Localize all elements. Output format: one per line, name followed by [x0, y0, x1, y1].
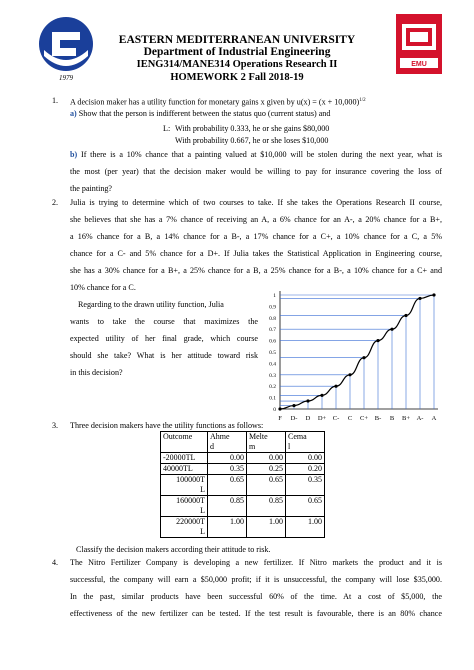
q4-number: 4.: [52, 558, 59, 567]
data-point: [334, 385, 337, 388]
x-tick-label: A-: [416, 415, 424, 422]
utility-curve: [280, 295, 434, 409]
university-name: EASTERN MEDITERRANEAN UNIVERSITY: [118, 34, 356, 46]
x-tick-label: C: [347, 415, 353, 422]
header-cell: Cema l: [286, 432, 325, 453]
q2-number: 2.: [52, 198, 59, 207]
q1-L-label: L:: [163, 124, 171, 133]
q2-side-line-2: wants to take the course that maximizes the: [70, 317, 258, 326]
cell: 0.85: [247, 496, 286, 517]
q2-line-5: she has a 30% chance for a B+, a 25% chance for a B, a 25% chance for a B-, a 10% chance for a C+ and: [70, 266, 442, 275]
q2-side-line-3: expected utility of her final grade, which course: [70, 334, 258, 343]
x-tick-label: D: [305, 415, 311, 422]
q3-text: Three decision makers have the utility functions as follows:: [70, 421, 264, 430]
cell: 0.65: [286, 496, 325, 517]
q1-b-line3: the painting?: [70, 184, 113, 193]
q1-number: 1.: [52, 96, 59, 105]
x-tick-label: D+: [317, 415, 327, 422]
y-tick-label: 0.1: [269, 395, 276, 402]
q1-b-line2: the most (per year) that the decision maker would be willing to pay for insurance covering the loss of: [70, 167, 442, 176]
y-tick-label: 1: [273, 293, 276, 299]
y-tick-label: 0.3: [269, 372, 276, 379]
y-tick-label: 0.6: [269, 338, 276, 345]
y-tick-label: 0.4: [269, 361, 276, 368]
q1-exponent: 1/2: [359, 98, 366, 103]
q1-L-line1: With probability 0.333, he or she gains $80,000: [175, 124, 330, 133]
cell: 1.00: [247, 517, 286, 538]
cell: 0.00: [286, 453, 325, 464]
q1-a-text: Show that the person is indifferent between the status quo (current status) and: [78, 109, 331, 118]
q2-line-1: Julia is trying to determine which of two courses to take. If she takes the Operations Research II course,: [70, 198, 442, 207]
cell: 0.65: [208, 475, 247, 496]
q2-side-line-4: should she take? What is her attitude toward risk: [70, 351, 258, 360]
data-point: [362, 356, 365, 359]
y-tick-label: 0.8: [269, 315, 276, 322]
homework-title: HOMEWORK 2 Fall 2018-19: [170, 72, 304, 83]
q4-line-4: effectiveness of the new fertilizer can be tested. If the test result is favourable, there is an 80% chance: [70, 609, 442, 618]
y-tick-label: 0.2: [269, 384, 276, 391]
q2-line-4: chance for a C- and 5% chance for a D+. If Julia takes the Statistical Application in Engineering course,: [70, 249, 442, 258]
cell: 220000T L: [161, 517, 208, 538]
cell: 0.00: [208, 453, 247, 464]
table-row: [161, 496, 325, 517]
q1-intro-text: A decision maker has a utility function for monetary gains x given by u(x) = (x + 10,000): [70, 97, 360, 107]
header-cell: Ahme d: [208, 432, 247, 453]
cell: 0.35: [208, 464, 247, 475]
x-tick-label: A: [431, 415, 437, 422]
q2-side-line-1: Regarding to the drawn utility function, Julia: [78, 300, 224, 309]
data-point: [348, 373, 351, 376]
cell: 160000T L: [161, 496, 208, 517]
cell: 0.20: [286, 464, 325, 475]
cell: 0.35: [286, 475, 325, 496]
cell: -20000TL: [161, 453, 208, 464]
table-row: [161, 453, 325, 464]
q2-line-2: she believes that she has a 7% chance of receiving an A, a 6% chance for an A-, a 20% chance for a B+,: [70, 215, 442, 224]
cell: 0.65: [247, 475, 286, 496]
data-point: [320, 394, 323, 397]
x-tick-label: D-: [290, 415, 298, 422]
q2-line-3: a 16% chance for a B, a 14% chance for a B-, a 17% chance for a C+, a 10% chance for a C, a 5%: [70, 232, 442, 241]
y-tick-label: 0.9: [269, 304, 276, 311]
data-point: [376, 339, 379, 342]
q1-L-line2: With probability 0.667, he or she loses $10,000: [175, 136, 329, 145]
q1-b-label: b): [70, 150, 78, 159]
emu-logo-text: EMU: [411, 61, 427, 68]
q1-part-b: [70, 148, 442, 161]
x-tick-label: B-: [374, 415, 382, 422]
q4-line-3: In the past, similar products have been successful 60% of the time. At a cost of $5,000, the: [70, 592, 442, 601]
q4-line-1: The Nitro Fertilizer Company is developing a new fertilizer. If Nitro markets the product and it is: [70, 558, 442, 567]
data-point: [404, 314, 407, 317]
cell: 100000T L: [161, 475, 208, 496]
q4-line-2: successful, the company will earn a $50,000 profit; if it is unsuccessful, the company will lose $35,000.: [70, 575, 442, 584]
data-point: [292, 404, 295, 407]
header-cell: Outcome: [161, 432, 208, 453]
department-name: Department of Industrial Engineering: [143, 46, 331, 58]
table-row: [161, 475, 325, 496]
q2-side-line-5: in this decision?: [70, 368, 123, 377]
x-tick-label: B: [389, 415, 395, 422]
q1-part-a: [70, 107, 330, 120]
q1-b-line1: If there is a 10% chance that a painting valued at $10,000 will be stolen during the next year, what is: [81, 150, 442, 159]
data-point: [432, 293, 435, 296]
q3-number: 3.: [52, 421, 59, 430]
data-point: [390, 328, 393, 331]
q3-classify: Classify the decision makers according their attitude to risk.: [76, 545, 271, 554]
x-tick-label: C+: [359, 415, 369, 422]
utility-table-header-row: [161, 432, 325, 453]
header-cell: Melte m: [247, 432, 286, 453]
data-point: [306, 399, 309, 402]
utility-table: [160, 431, 325, 538]
cell: 0.85: [208, 496, 247, 517]
cell: 1.00: [286, 517, 325, 538]
q1-a-label: a): [70, 109, 77, 118]
q2-line-6: 10% chance for a C.: [70, 283, 136, 292]
y-tick-label: 0.5: [269, 350, 276, 356]
table-row: [161, 464, 325, 475]
cell: 40000TL: [161, 464, 208, 475]
cell: 0.25: [247, 464, 286, 475]
table-row: [161, 517, 325, 538]
x-tick-label: C-: [332, 415, 340, 422]
y-tick-label: 0.7: [269, 327, 276, 334]
cell: 1.00: [208, 517, 247, 538]
course-title: IENG314/MANE314 Operations Research II: [136, 59, 338, 70]
x-tick-label: B+: [401, 415, 411, 422]
data-point: [278, 407, 281, 410]
logo-year: 1979: [59, 74, 73, 82]
x-tick-label: F: [278, 415, 282, 422]
y-tick-label: 0: [273, 407, 276, 413]
utility-function-chart: [262, 285, 442, 425]
cell: 0.00: [247, 453, 286, 464]
data-point: [418, 297, 421, 300]
